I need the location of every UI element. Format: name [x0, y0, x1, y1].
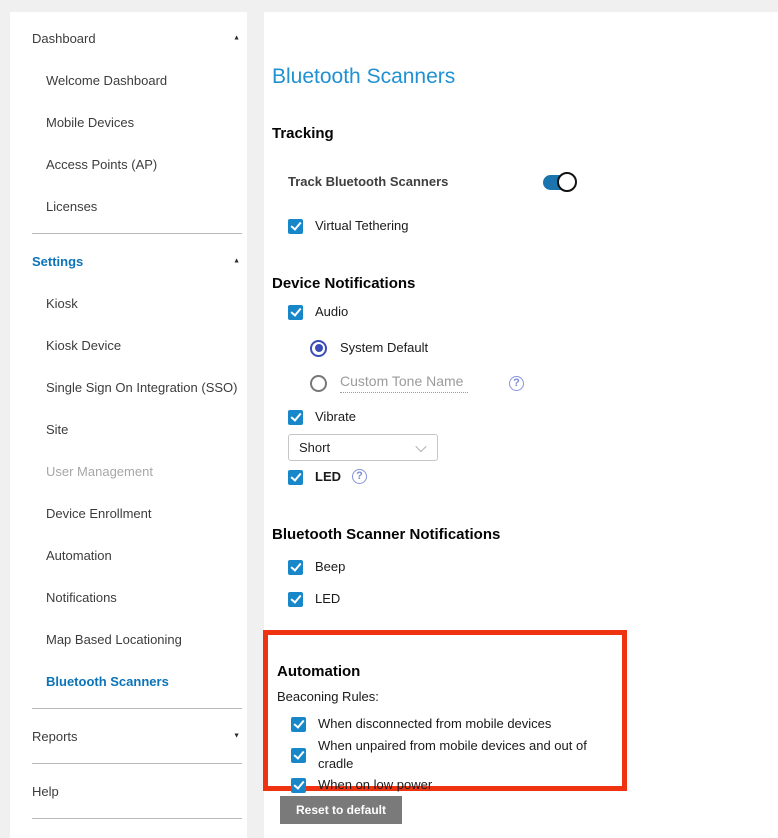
sidebar-item-label: Help [32, 783, 59, 799]
sidebar-item-label: Licenses [46, 198, 98, 214]
select-value: Short [299, 440, 331, 455]
page-title: Bluetooth Scanners [272, 65, 456, 89]
beep-checkbox[interactable] [288, 560, 303, 575]
sidebar-item-label: Dashboard [32, 30, 96, 46]
virtual-tethering-row [288, 216, 408, 236]
beep-label: Beep [315, 559, 346, 574]
chevron-down-icon[interactable]: ▼ [233, 732, 240, 740]
sidebar-item-access-points[interactable] [10, 143, 247, 185]
tracking-heading: Tracking [272, 125, 334, 143]
sidebar-item-kiosk[interactable] [10, 282, 247, 324]
sidebar-nav [10, 12, 247, 838]
sidebar-divider [32, 818, 242, 819]
sidebar-item-label: Settings [32, 253, 84, 269]
virtual-tethering-checkbox[interactable] [288, 219, 303, 234]
sidebar-item-label: Site [46, 421, 69, 437]
vibrate-label: Vibrate [315, 409, 356, 424]
toggle-knob [557, 172, 577, 192]
scanner-notifications-heading: Bluetooth Scanner Notifications [272, 526, 501, 544]
sidebar-item-mobile-devices[interactable] [10, 101, 247, 143]
sidebar-item-settings[interactable] [10, 240, 247, 282]
rule-unpaired-checkbox[interactable] [291, 748, 306, 763]
led-label: LED [315, 469, 341, 484]
automation-heading: Automation [277, 663, 361, 681]
question-mark-glyph: ? [356, 470, 363, 482]
audio-label: Audio [315, 304, 349, 319]
sidebar-item-label: Kiosk Device [46, 337, 122, 353]
sidebar-item-bluetooth-scanners[interactable] [10, 660, 247, 702]
automation-highlight-box [263, 630, 627, 791]
custom-tone-help-icon[interactable] [509, 376, 524, 391]
sidebar-item-notifications[interactable] [10, 576, 247, 618]
sidebar-item-label: Kiosk [46, 295, 78, 311]
sidebar-divider [32, 233, 242, 234]
sidebar-item-user-management [10, 450, 247, 492]
virtual-tethering-label: Virtual Tethering [315, 218, 409, 233]
sidebar-divider [32, 763, 242, 764]
settings-content-panel [264, 12, 778, 838]
vibrate-row [288, 407, 356, 427]
scanner-led-row [288, 589, 340, 609]
question-mark-glyph: ? [513, 377, 520, 389]
system-default-row [310, 338, 428, 358]
sidebar-item-label: Device Enrollment [46, 505, 152, 521]
rule-unpaired-label: When unpaired from mobile devices and out of cradle [318, 738, 587, 771]
rule-disconnected-checkbox[interactable] [291, 717, 306, 732]
sidebar-item-label: Access Points (AP) [46, 156, 158, 172]
sidebar-item-label: Welcome Dashboard [46, 72, 168, 88]
custom-tone-name-input[interactable]: Custom Tone Name [340, 373, 468, 393]
reset-to-default-button[interactable]: Reset to default [280, 796, 402, 824]
track-bluetooth-scanners-toggle[interactable] [543, 175, 573, 190]
sidebar-item-label: User Management [46, 463, 153, 479]
sidebar-item-label: Reports [32, 728, 78, 744]
sidebar-item-help[interactable] [10, 770, 247, 812]
sidebar-item-label: Automation [46, 547, 112, 563]
rule-low-power-checkbox[interactable] [291, 778, 306, 793]
sidebar-item-label: Single Sign On Integration (SSO) [46, 379, 238, 395]
rule-disconnected-row [291, 714, 551, 734]
custom-tone-radio[interactable] [310, 375, 327, 392]
led-help-icon[interactable] [352, 469, 367, 484]
sidebar-divider [32, 708, 242, 709]
audio-checkbox[interactable] [288, 305, 303, 320]
scanner-led-label: LED [315, 591, 341, 606]
sidebar-item-map-based-locationing[interactable] [10, 618, 247, 660]
rule-disconnected-label: When disconnected from mobile devices [318, 716, 552, 731]
sidebar-item-dashboard[interactable] [10, 17, 247, 59]
sidebar-item-reports[interactable] [10, 715, 247, 757]
sidebar-item-label: Bluetooth Scanners [46, 673, 169, 689]
rule-low-power-label: When on low power [318, 777, 433, 792]
vibrate-duration-select[interactable] [288, 434, 438, 461]
rule-low-power-row [291, 775, 432, 795]
vibrate-checkbox[interactable] [288, 410, 303, 425]
sidebar-item-sso[interactable] [10, 366, 247, 408]
sidebar-item-site[interactable] [10, 408, 247, 450]
sidebar-item-welcome-dashboard[interactable] [10, 59, 247, 101]
sidebar-item-label: Notifications [46, 589, 117, 605]
sidebar-item-label: Mobile Devices [46, 114, 135, 130]
beep-row [288, 557, 345, 577]
led-row [288, 467, 341, 487]
sidebar-item-kiosk-device[interactable] [10, 324, 247, 366]
system-default-radio[interactable] [310, 340, 327, 357]
audio-row [288, 302, 348, 322]
sidebar-item-device-enrollment[interactable] [10, 492, 247, 534]
custom-tone-row [310, 373, 468, 393]
track-bluetooth-scanners-label: Track Bluetooth Scanners [288, 174, 449, 189]
rule-unpaired-row [291, 738, 622, 771]
led-checkbox[interactable] [288, 470, 303, 485]
scanner-led-checkbox[interactable] [288, 592, 303, 607]
chevron-up-icon[interactable]: ▲ [233, 257, 240, 265]
sidebar-item-automation[interactable] [10, 534, 247, 576]
system-default-label: System Default [340, 340, 429, 355]
sidebar-item-licenses[interactable] [10, 185, 247, 227]
chevron-down-icon [415, 440, 426, 451]
beaconing-rules-label: Beaconing Rules: [277, 689, 379, 704]
device-notifications-heading: Device Notifications [272, 275, 416, 293]
chevron-up-icon[interactable]: ▲ [233, 34, 240, 42]
sidebar-item-label: Map Based Locationing [46, 631, 182, 647]
